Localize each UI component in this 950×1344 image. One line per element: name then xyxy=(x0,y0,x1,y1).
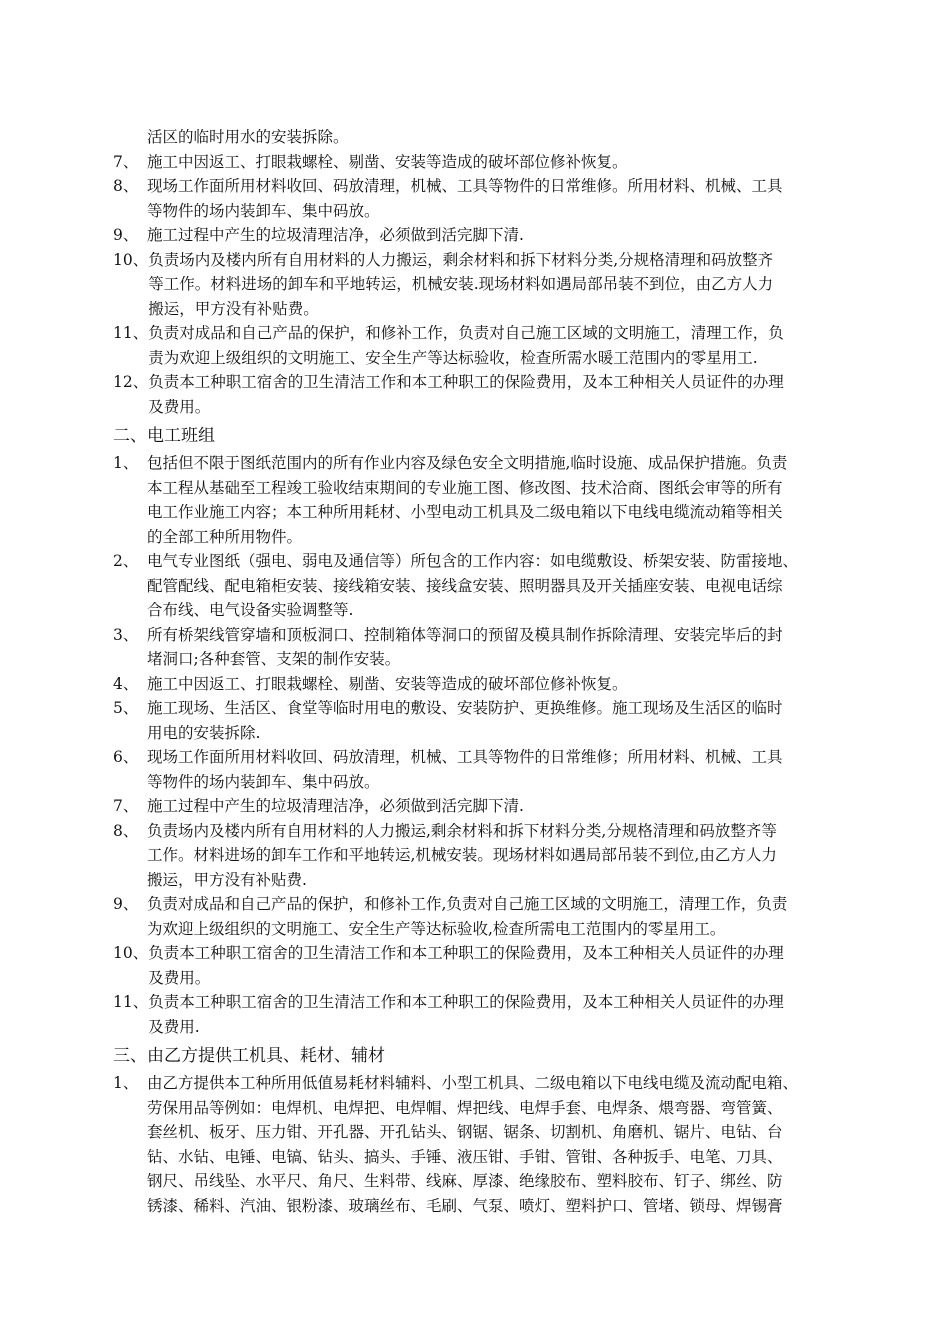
item-number: 8、 xyxy=(113,177,139,195)
item-text-line: 施工中因返工、打眼栽螺栓、剔凿、安装等造成的破坏部位修补恢复。 xyxy=(147,674,628,693)
item-text-line: 施工过程中产生的垃圾清理洁净，必须做到活完脚下清. xyxy=(147,226,524,244)
item-text-line: 负责对成品和自己产品的保护，和修补工作，负责对自己施工区域的文明施工，清理工作，负 xyxy=(148,324,784,342)
list-item xyxy=(113,941,848,990)
item-text-line: 施工过程中产生的垃圾清理洁净，必须做到活完脚下清. xyxy=(147,797,524,815)
list-item xyxy=(113,150,848,175)
item-text-line: 负责本工种职工宿舍的卫生清洁工作和本工种职工的保险费用，及本工种相关人员证件的办理 xyxy=(148,993,784,1011)
item-text-line: 的全部工种所用物件。 xyxy=(147,527,303,546)
item-text-line: 及费用. xyxy=(148,1017,200,1036)
item-text xyxy=(148,941,848,990)
item-text-line: 负责场内及楼内所有自用材料的人力搬运，剩余材料和拆下材料分类,分规格清理和码放整齐 xyxy=(148,250,774,269)
section2-heading: 二、电工班组 xyxy=(113,426,215,446)
item-number: 8、 xyxy=(113,821,139,840)
item-text xyxy=(148,321,848,370)
item-text-line: 及费用。 xyxy=(148,397,211,416)
item-number: 7、 xyxy=(113,797,139,815)
item-text-line: 本工程从基础至工程竣工验收结束期间的专业施工图、修改图、技术洽商、图纸会审等的所有 xyxy=(147,478,783,497)
item-text-line: 施工现场、生活区、食堂等临时用电的敷设、安装防护、更换维修。施工现场及生活区的临时 xyxy=(147,699,783,717)
item-text-line: 套丝机、板牙、压力钳、开孔器、开孔钻头、钢锯、锯条、切割机、角磨机、锯片、电钻、台 xyxy=(147,1123,783,1141)
item-text xyxy=(147,223,848,248)
item-text xyxy=(147,174,848,223)
item-text-line: 合布线、电气设备实验调整等. xyxy=(147,601,354,619)
item-number: 9、 xyxy=(113,226,139,244)
item-number: 11、 xyxy=(113,324,149,342)
list-item xyxy=(113,248,848,322)
list-item xyxy=(113,174,848,223)
item-number: 10、 xyxy=(113,250,149,269)
item-text-line: 劳保用品等例如：电焊机、电焊把、电焊帽、焊把线、电焊手套、电焊条、煨弯器、弯管簧、 xyxy=(147,1098,783,1117)
section2-list xyxy=(113,451,848,1039)
item-text-line: 等物件的场内装卸车、集中码放。 xyxy=(147,201,380,220)
item-text xyxy=(147,150,848,175)
item-text xyxy=(147,1071,848,1218)
section3-list xyxy=(113,1071,848,1218)
list-item xyxy=(113,451,848,549)
list-item xyxy=(113,370,848,419)
item-text-line: 搬运，甲方没有补贴费。 xyxy=(148,299,319,318)
item-text xyxy=(147,745,848,794)
item-text xyxy=(147,819,848,893)
list-item xyxy=(113,223,848,248)
item-text-line: 等物件的场内装卸车、集中码放。 xyxy=(147,772,380,791)
list-item xyxy=(113,892,848,941)
item-text xyxy=(147,623,848,672)
item-text xyxy=(148,248,848,322)
list-item xyxy=(113,549,848,623)
list-item xyxy=(113,794,848,819)
item-text-line: 责为欢迎上级组织的文明施工、安全生产等达标验收，检查所需水暖工范围内的零星用工. xyxy=(148,348,758,367)
section3-heading: 三、由乙方提供工机具、耗材、辅材 xyxy=(113,1046,385,1066)
item-text-line: 由乙方提供本工种所用低值易耗材料辅料、小型工机具、二级电箱以下电线电缆及流动配电箱、 xyxy=(147,1074,799,1092)
item-number: 12、 xyxy=(113,373,149,391)
item-text-line: 现场工作面所用材料收回、码放清理，机械、工具等物件的日常维修；所用材料、机械、工具 xyxy=(147,748,783,766)
item-text xyxy=(147,549,848,623)
list-item xyxy=(113,745,848,794)
item-text xyxy=(147,892,848,941)
list-item xyxy=(113,623,848,672)
item-text xyxy=(147,451,848,549)
item-text-line: 电工作业施工内容；本工种所用耗材、小型电动工机具及二级电箱以下电线电缆流动箱等相关 xyxy=(147,503,783,521)
list-item xyxy=(113,819,848,893)
document-body xyxy=(113,125,848,1218)
item-text-line: 钻、水钻、电锤、电镐、钻头、搞头、手锤、液压钳、手钳、管钳、各种扳手、电笔、刀具、 xyxy=(147,1147,783,1166)
item-text-line: 为欢迎上级组织的文明施工、安全生产等达标验收,检查所需电工范围内的零星用工。 xyxy=(147,919,726,938)
item-number: 6、 xyxy=(113,748,139,766)
item-number: 1、 xyxy=(113,454,139,472)
item-number: 1、 xyxy=(113,1074,139,1092)
item-text-line: 配管配线、配电箱柜安装、接线箱安装、接线盒安装、照明器具及开关插座安装、电视电话综 xyxy=(147,576,783,595)
list-item xyxy=(113,321,848,370)
item-text-line: 用电的安装拆除. xyxy=(147,723,261,742)
item-text-line: 电气专业图纸（强电、弱电及通信等）所包含的工作内容：如电缆敷设、桥架安装、防雷接地、 xyxy=(147,552,799,570)
item-text xyxy=(148,370,848,419)
item-text xyxy=(147,672,848,697)
item-number: 3、 xyxy=(113,625,139,644)
list-item xyxy=(113,1071,848,1218)
item-text-line: 工作。材料进场的卸车工作和平地转运,机械安装。现场材料如遇局部吊装不到位,由乙方人力 xyxy=(147,846,777,864)
item-text-line: 锈漆、稀料、汽油、银粉漆、玻璃丝布、毛刷、气泵、喷灯、塑料护口、管堵、锁母、焊锡膏 xyxy=(147,1196,783,1215)
item-number: 5、 xyxy=(113,699,139,717)
list-item xyxy=(113,696,848,745)
item-text-line: 等工作。材料进场的卸车和平地转运，机械安装.现场材料如遇局部吊装不到位，由乙方人力 xyxy=(148,275,774,293)
item-number: 10、 xyxy=(113,944,149,962)
item-number: 7、 xyxy=(113,152,139,171)
item-number: 11、 xyxy=(113,993,149,1011)
item-text-line: 堵洞口;各种套管、支架的制作安装。 xyxy=(147,650,401,668)
item-text-line: 所有桥架线管穿墙和顶板洞口、控制箱体等洞口的预留及模具制作拆除清理、安装完毕后的封 xyxy=(147,625,783,644)
item-number: 2、 xyxy=(113,552,139,570)
item-text-line: 负责对成品和自己产品的保护，和修补工作,负责对自己施工区域的文明施工，清理工作，负责 xyxy=(147,895,788,913)
item-text-line: 现场工作面所用材料收回、码放清理，机械、工具等物件的日常维修。所用材料、机械、工具 xyxy=(147,177,783,195)
item-text-line: 及费用。 xyxy=(148,968,211,987)
item-text-line: 负责本工种职工宿舍的卫生清洁工作和本工种职工的保险费用，及本工种相关人员证件的办理 xyxy=(148,944,784,962)
item-text-line: 负责本工种职工宿舍的卫生清洁工作和本工种职工的保险费用，及本工种相关人员证件的办理 xyxy=(148,373,784,391)
section1-list xyxy=(113,150,848,420)
item-text xyxy=(147,696,848,745)
item-text-line: 施工中因返工、打眼栽螺栓、剔凿、安装等造成的破坏部位修补恢复。 xyxy=(147,152,628,171)
item-text-line: 搬运，甲方没有补贴费. xyxy=(147,870,307,889)
item-text-line: 包括但不限于图纸范围内的所有作业内容及绿色安全文明措施,临时设施、成品保护措施。负责 xyxy=(147,454,788,472)
item-text xyxy=(148,990,848,1039)
continuation-line: 活区的临时用水的安装拆除。 xyxy=(147,128,349,146)
list-item xyxy=(113,990,848,1039)
list-item xyxy=(113,672,848,697)
item-number: 9、 xyxy=(113,895,139,913)
item-text-line: 钢尺、吊线坠、水平尺、角尺、生料带、线麻、厚漆、绝缘胶布、塑料胶布、钉子、绑丝、防 xyxy=(147,1172,783,1190)
item-text-line: 负责场内及楼内所有自用材料的人力搬运,剩余材料和拆下材料分类,分规格清理和码放整齐等 xyxy=(147,821,777,840)
item-number: 4、 xyxy=(113,674,139,693)
item-text xyxy=(147,794,848,819)
